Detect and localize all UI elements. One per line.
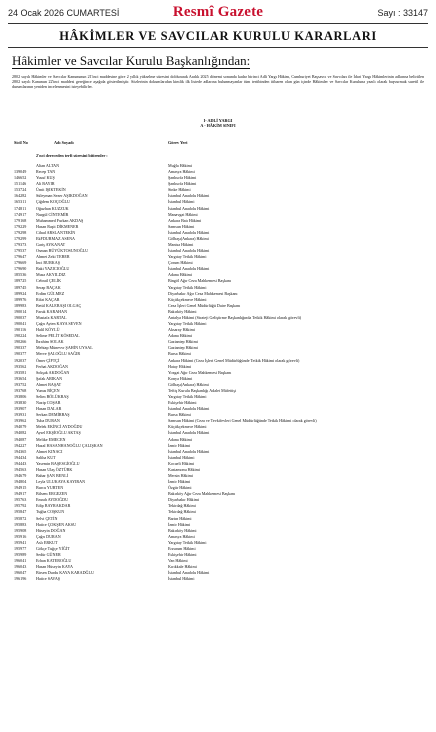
row-sicil-no: 195977 [14,545,27,551]
row-name: Sokşak AKDOĞAN [36,369,70,375]
row-name: Çağrı DURAN [36,533,61,539]
row-sicil-no: 174811 [14,205,27,211]
row-position: İstanbul Anadolu Hâkimi [168,430,210,436]
row-sicil-no: 195908 [14,527,27,533]
row-position: İstanbul Hâkimi [168,454,195,460]
row-position: Adana Hâkimi [168,333,192,339]
row-sicil-no: 192037 [14,357,27,363]
row-name: Mehtap Münevvr ŞAHİN UYSAL [36,345,93,351]
row-name: Ahmet KINACI [36,448,63,454]
row-position: Tekirdağ Hâkimi [168,509,196,515]
row-position: Gaziantep Hâkimi [168,345,198,351]
row-name: Bahar ŞAN BENLİ [36,472,69,478]
row-position: Şanlıurfa Hâkimi [168,175,197,181]
row-name: Gökçe Tuğçe YİĞİT [36,545,70,551]
row-position: Kastamonu Hâkimi [168,466,200,472]
row-name: Nazip COŞAR [36,400,61,406]
row-name: Erdim GÜLMEZ [36,290,65,296]
row-position: İstanbul Hâkimi [168,576,195,582]
heading-line: A - HÂKİM SINIFI [200,123,236,129]
row-name: EkFDURMAZ ASENA [36,235,76,241]
row-name: Nurgül CİNTEMİR [36,211,69,217]
row-sicil-no: 193830 [14,400,27,406]
row-sicil-no: 196043 [14,564,27,570]
row-name: Ferhat AKDOĞAN [36,363,68,369]
row-name: Musa AKYILDIZ [36,272,66,278]
row-sicil-no: 190377 [14,351,27,357]
row-name: Hazal HASANHANOĞLU ÇALIŞKAN [36,442,103,448]
row-position: Samsun Hâkimi (Ceza ve Tevkifevleri Genel Müdürlüğünde Tetkik Hâkimi olarak görevli) [168,418,317,424]
row-name: Aysel EKŞİOĞLU AKTAŞ [36,430,81,436]
row-sicil-no: 193962 [14,418,27,424]
row-sicil-no: 190116 [14,327,27,333]
row-position: Bingöl Ağır Ceza Mahkemesi Başkanı [168,278,231,284]
row-position: Eskişehir Hâkimi [168,552,197,557]
masthead [8,4,428,22]
row-name: Selvi ÇETİN [36,515,58,521]
row-name: Betül KALEBAŞI OLGAÇ [36,302,82,308]
row-sicil-no: 190337 [14,345,27,351]
row-position: İzmir Hâkimi [168,442,191,448]
row-sicil-no: 194563 [14,466,27,472]
row-position: Diyarbakır Hâkimi [168,497,200,503]
row-position: Küçükçekmece Hâkimi [168,296,207,302]
row-position: Gaziantep Hâkimi [168,339,198,345]
row-name: Şafak ARIKAN [36,375,63,381]
row-name: Merve ŞALOĞLU SAĞIR [36,351,81,357]
intro-text: 2802 sayılı Hâkimler ve Savcılar Kanununun 21'inci maddesine göre 2 yıllık yükselme süresini doldurarak Aralık 2025 dönemi sonunda kadar birinci Adli Yargı Hâkim, Cumhuriyet Başsavcı ve Savcıları ile İdari Yargı Hâkimlerinin adlarına belirtilen 2802 sayılı Kanunun 22'inci maddesi gereğince aşağıda gösterilmiştir. Sözlerinin dokumlarıdan kimlik ilk listede adlarına bulunmayanlar tüm tertibinden itibaren olan gün içinde Hâkimler ve Savcılar Kuruluna yazılı olarak başvurmak suretil ile durumlarının yeniden incelenmesini isteyebilirler. [12,74,424,90]
row-sicil-no: 179690 [14,266,27,272]
row-position: Antalya Hâkimi (Strateji Geliştirme Başkanlığında Tetkik Hâkimi olarak görevli) [168,314,302,320]
table-row [0,576,436,582]
row-sicil-no: 194804 [14,479,27,485]
row-position: Van Hâkimi [168,558,188,564]
row-position: İstanbul Anadolu Hâkimi [168,248,210,254]
row-position: Amasya Hâkimi [168,169,195,175]
row-sicil-no: 189745 [14,284,27,290]
row-name: Hasan Hüseyin KAYA [36,564,73,570]
column-header-position: Görev Yeri [168,140,188,145]
row-position: Çorum Hâkimi [168,260,193,266]
row-position: Yozgat Ağır Ceza Mahkemesi Başkanı [168,369,232,375]
row-sicil-no: 190014 [14,308,27,314]
row-name: Melike EMECEN [36,436,66,442]
row-sicil-no: 179298 [14,229,27,235]
row-position: İstanbul Anadolu Hâkimi [168,406,210,412]
row-name: Ömer ÇİFTÇİ [36,357,60,363]
row-sicil-no: 193907 [14,406,27,412]
row-sicil-no: 179229 [14,223,27,229]
row-position: Diyarbakır Ağır Ceza Mahkemesi Başkanı [168,290,238,296]
row-name: Ali BAYIR [36,181,55,187]
row-sicil-no: 190266 [14,339,27,345]
row-sicil-no: 193806 [14,393,27,399]
row-sicil-no: 179168 [14,217,27,223]
row-sicil-no: 179537 [14,248,27,254]
row-sicil-no: 146652 [14,175,27,181]
row-position: İstanbul Anadolu Hâkimi [168,570,210,576]
row-name: Çağrı Ayten KAYA SEVEN [36,321,82,327]
row-position: Sinke Hâkimi [168,187,191,193]
row-name: Ahmet Zeki TEBER [36,254,70,260]
row-sicil-no: 164282 [14,193,27,199]
row-name: Bilsem ERGEZEN [36,491,68,497]
row-name: Erhan KATEROĞLU [36,558,72,564]
row-position: Yargıtay Tetkik Hâkimi [168,539,207,545]
row-position: Muğla Hâkimi [168,163,192,168]
row-sicil-no: 179669 [14,260,27,266]
row-position: Özgür Hâkimi [168,485,192,491]
row-position: Küçükçekmece Hâkimi [168,424,207,430]
row-name: Tuba DURAN [36,418,60,424]
heading-block [0,118,436,128]
column-header-no: Sicil No [14,140,28,145]
row-sicil-no: 151146 [14,181,27,187]
row-name: Çiğdem KOÇOĞLU [36,199,70,205]
row-name: Halil KÖYLÜ [36,327,60,333]
row-sicil-no: 193931 [14,412,27,418]
row-sicil-no: 193768 [14,387,27,393]
row-sicil-no: 195792 [14,503,27,509]
row-sicil-no: 174917 [14,211,27,217]
row-position: Gölbaşı(Ankara) Hâkimi [168,235,209,241]
judge-list [0,163,436,582]
row-position: Hatay Hâkimi [168,363,192,369]
row-name: Serap BAÇAK [36,284,61,290]
row-position: Bakırköy Ağır Ceza Mahkemesi Başkanı [168,491,236,497]
row-position: Şanlıurfa Hâkimi [168,181,197,187]
row-name: Yusuf KUŞ [36,175,55,181]
row-position: Bakırköy Hâkimi [168,308,197,314]
row-name: Muhammed Furkan AKDAŞ [36,217,84,223]
row-sicil-no: 189976 [14,296,27,302]
row-name: Hasan Ulaş ÖZTÜRK [36,466,73,472]
row-position: İstanbul Anadolu Hâkimi [168,266,210,272]
row-sicil-no: 194079 [14,424,27,430]
row-sicil-no: 179373 [14,242,27,248]
document-title: Hâkimler ve Savcılar Kurulu Başkanlığından: [12,53,251,68]
row-name: Gariş AYKANAT [36,242,66,248]
row-name: Aslı ERKUT [36,539,58,545]
gazette-title: Resmî Gazete [172,4,264,20]
row-name: Burcu YURTEN [36,485,64,491]
row-position: Adana Hâkimi [168,272,192,278]
row-sicil-no: 196047 [14,570,27,576]
row-sicil-no: 194443 [14,460,27,466]
row-sicil-no: 153724 [14,187,27,193]
row-position: Samsun Hâkimi [168,223,195,229]
row-position: Bursa Hâkimi [168,412,191,418]
row-position: Ceza İşleri Genel Müdürlüğü Daire Başkanı [168,302,241,308]
row-name: Ümit IŞIKTEKİN [36,187,66,193]
row-position: Adana Hâkimi [168,436,192,442]
row-position: Eskişehir Hâkimi [168,400,197,406]
row-sicil-no: 195847 [14,509,27,515]
section-title: HÂKİMLER VE SAVCILAR KURULU KARARLARI [59,29,377,43]
row-name: Leyla ULUKAYA KAYIRAN [36,479,86,485]
row-sicil-no: 194087 [14,436,27,442]
row-name: Ahmet BAŞAT [36,381,62,387]
row-position: Yargıtay Tetkik Hâkimi [168,284,207,290]
row-position: İzmir Hâkimi [168,521,191,527]
row-position: İstanbul Anadolu Hâkimi [168,193,210,199]
row-position: Bakırköy Hâkimi [168,527,197,533]
row-position: Manavgat Hâkimi [168,211,198,217]
issue-date: 24 Ocak 2026 CUMARTESİ [8,8,120,18]
row-sicil-no: 190037 [14,314,27,320]
row-name: Edip BAYRAKDAR [36,503,71,509]
row-sicil-no: 196196 [14,576,27,582]
row-name: Faruk KARAHAN [36,308,68,314]
row-name: Altan ALTAN [36,163,60,168]
row-sicil-no: 179647 [14,254,27,260]
row-name: Süleyman Sezer AŞIKDOĞAN [36,193,88,199]
row-name: Cebrail ÇELİK [36,278,62,284]
row-sicil-no: 195872 [14,515,27,521]
row-position: İzmir Hâkimi [168,479,191,485]
row-sicil-no: 193752 [14,381,27,387]
row-name: Selim BÖLÜKBAŞ [36,393,69,399]
row-sicil-no: 185536 [14,272,27,278]
row-position: Tekirdağ Hâkimi [168,503,196,509]
row-name: Hasan Raşit DİKMENER [36,223,79,229]
row-sicil-no: 195883 [14,521,27,527]
row-name: İbrahim SOLAK [36,339,64,345]
row-name: Mustafa KARTAL [36,314,67,320]
row-name: Emrah AYDOĞDU [36,497,69,503]
row-name: Osman BÜYÜKTOSUNOĞLU [36,248,89,254]
row-position: Erzurum Hâkimi [168,545,196,551]
row-name: İnci BURKAŞ [36,260,60,266]
row-sicil-no: 194434 [14,454,27,460]
row-sicil-no: 190224 [14,333,27,339]
row-name: Saliha KUT [36,454,56,460]
row-sicil-no: 195989 [14,552,27,557]
row-name: Hatice SAVAŞ [36,576,61,582]
heading-line: I- ADLİ YARGI [203,118,233,123]
row-position: Gölbaşı(Ankara) Hâkimi [168,381,209,387]
row-sicil-no: 194917 [14,491,27,497]
row-sicil-no: 179299 [14,235,27,241]
row-name: Selime PELİT KÖSEDAL [36,333,80,339]
header-rule [8,23,428,24]
row-sicil-no: 193654 [14,375,27,381]
row-position: Kocaeli Hâkimi [168,460,195,466]
row-name: Sedür GÜNER [36,552,61,557]
row-name: Tuğba COŞKUN [36,509,65,515]
row-sicil-no: 194679 [14,472,27,478]
row-position: Mersin Hâkimi [168,472,193,478]
row-sicil-no: 193562 [14,363,27,369]
row-position: Yargıtay Tetkik Hâkimi [168,393,207,399]
row-name: Recep TAN [36,169,56,175]
row-position: İstanbul Anadolu Hâkimi [168,229,210,235]
row-position: Kırıkkale Hâkimi [168,564,197,570]
row-position: Manisa Hâkimi [168,242,194,248]
row-sicil-no: 194365 [14,448,27,454]
row-name: Hüseyin DOĞAN [36,527,66,533]
row-name: Rifat KAÇAR [36,296,60,302]
row-position: Bursa Hâkimi [168,351,191,357]
row-position: Teftiş Kurulu Başkanlığı Adalet Müfettişi [168,387,237,393]
row-sicil-no: 139049 [14,169,27,175]
row-name: Cihad ARSLANTEKİN [36,229,76,235]
row-name: Baki YAZICIOĞLU [36,266,70,272]
row-sicil-no: 195916 [14,533,27,539]
row-sicil-no: 189725 [14,278,27,284]
section-rule [8,47,428,48]
row-sicil-no: 194082 [14,430,27,436]
row-sicil-no: 189924 [14,290,27,296]
row-sicil-no: 196041 [14,558,27,564]
row-position: Konya Hâkimi [168,375,193,381]
row-position: Ankara Hâkimi (Ceza İşleri Genel Müdürlüğünde Tetkik Hâkimi olarak görevli) [168,357,300,363]
row-name: Melek EKİNCİ AYDOĞDU [36,424,83,430]
group-title: 2'nci dereceden terfi süresini bitirenler : [36,153,108,158]
row-sicil-no: 195763 [14,497,27,503]
row-name: Yunus BİÇEN [36,387,60,393]
row-sicil-no: 193581 [14,369,27,375]
column-header-name: Adı Soyadı [54,140,74,145]
row-name: Hatice ÇOKŞEN AKSU [36,521,77,527]
row-position: Amasya Hâkimi [168,533,195,539]
issue-number: Sayı : 33147 [377,8,428,18]
row-name: Birsen Durdu KAYA KARADĞLU [36,570,94,576]
row-position: Ankara Batı Hâkimi [168,217,202,223]
row-sicil-no: 190041 [14,321,27,327]
row-name: Oğuzhan KUZZUK [36,205,69,211]
row-position: Bartın Hâkimi [168,515,192,521]
row-position: Yargıtay Tetkik Hâkimi [168,321,207,327]
row-sicil-no: 165311 [14,199,27,205]
row-sicil-no: 189983 [14,302,27,308]
row-sicil-no: 194915 [14,485,27,491]
row-position: Aksaray Hâkimi [168,327,195,333]
row-sicil-no: 195941 [14,539,27,545]
intro-paragraph [12,74,424,90]
row-position: Yargıtay Tetkik Hâkimi [168,254,207,260]
row-name: Yasemin BAŞESGİOĞLU [36,460,80,466]
row-position: İstanbul Hâkimi [168,199,195,205]
row-position: İstanbul Anadolu Hâkimi [168,448,210,454]
row-sicil-no: 194227 [14,442,27,448]
row-position: İstanbul Anadolu Hâkimi [168,205,210,211]
row-name: Hasan DALAR [36,406,62,412]
row-name: Serkan DEMİRBAŞ [36,412,70,418]
